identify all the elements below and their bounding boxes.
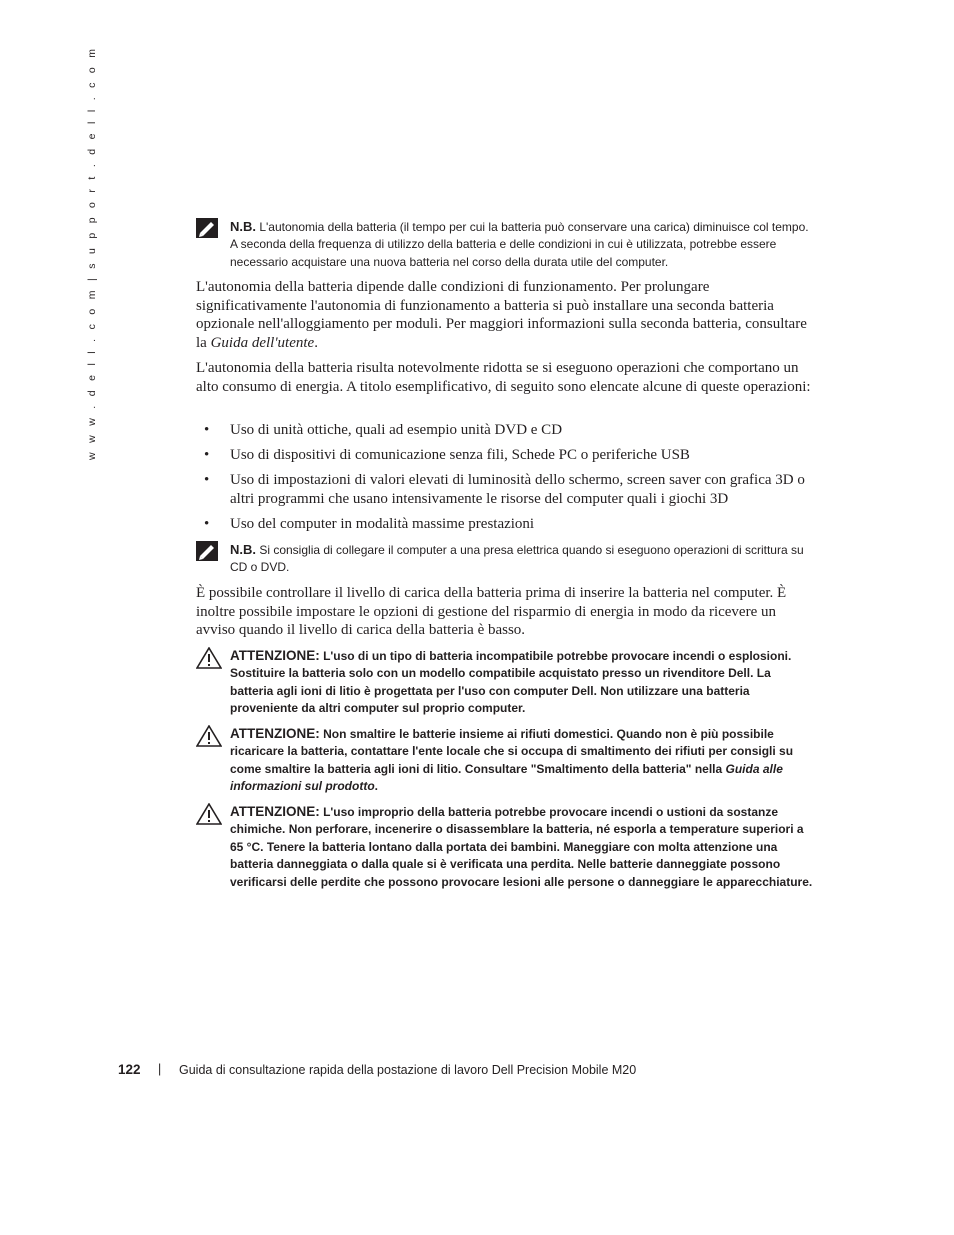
note-pencil-icon bbox=[196, 541, 218, 566]
warning-text: L'uso di un tipo di batteria incompatibile potrebbe provocare incendi o esplosioni. Sostituire la batteria solo con un modello compatibile acquistato presso un rivenditore Dell. La batteria agli ioni di litio è progettata per l'uso con computer Dell. Non utilizzare una batteria proveniente da altri computer sul proprio computer. bbox=[230, 649, 792, 716]
list-item: • Uso del computer in modalità massime prestazioni bbox=[204, 516, 535, 532]
warning-triangle-icon bbox=[196, 803, 222, 830]
note-text: Si consiglia di collegare il computer a una presa elettrica quando si eseguono operazioni di scrittura su CD o DVD. bbox=[230, 543, 804, 575]
warning-triangle-icon bbox=[196, 725, 222, 752]
note-label: N.B. bbox=[230, 542, 256, 557]
warning-block bbox=[196, 803, 816, 891]
warning-block bbox=[196, 647, 816, 718]
page-footer bbox=[118, 1062, 637, 1077]
warning-label: ATTENZIONE: bbox=[230, 648, 320, 663]
footer-title: Guida di consultazione rapida della postazione di lavoro Dell Precision Mobile M20 bbox=[179, 1063, 637, 1077]
note-text: L'autonomia della batteria (il tempo per cui la batteria può conservare una carica) diminuisce col tempo. A seconda della frequenza di utilizzo della batteria e delle condizioni in cui è utilizzata, potrebbe essere necessario acquistare una nuova batteria nel corso della durata utile del computer. bbox=[230, 220, 809, 269]
note-block bbox=[196, 218, 816, 271]
warning-label: ATTENZIONE: bbox=[230, 726, 320, 741]
warning-label: ATTENZIONE: bbox=[230, 804, 320, 819]
note-pencil-icon bbox=[196, 218, 218, 243]
note-block bbox=[196, 541, 816, 577]
note-label: N.B. bbox=[230, 219, 256, 234]
paragraph: L'autonomia della batteria risulta notevolmente ridotta se si eseguono operazioni che comportano un alto consumo di energia. A titolo esemplificativo, di seguito sono elencate alcune di queste operazioni: bbox=[196, 360, 811, 395]
page-number: 122 bbox=[118, 1062, 141, 1077]
paragraph: L'autonomia della batteria dipende dalle condizioni di funzionamento. Per prolungare significativamente l'autonomia di funzionamento a batteria si può installare una seconda batteria opzionale nell'alloggiamento per moduli. Per maggiori informazioni sulla seconda batteria, consultare la Guida dell'utente. bbox=[196, 279, 807, 351]
warning-block: ATTENZIONE: Non smaltire le batterie insieme ai rifiuti domestici. Quando non è più possibile ricaricare la batteria, contattare l'ente locale che si occupa di smaltimento dei rifiuti per consigli su come smaltire la batteria agli ioni di litio. Consultare "Smaltimento della batteria" nella Guida alle informazioni sul prodotto. bbox=[196, 725, 816, 796]
italic-ref: Guida alle informazioni sul prodotto bbox=[230, 761, 783, 794]
footer-separator: | bbox=[158, 1062, 162, 1076]
warning-text: L'uso improprio della batteria potrebbe provocare incendi o ustioni da sostanze chimiche. Non perforare, incenerire o disassemblare la batteria, né esporla a temperature superiori a 65 °C. Tenere la batteria lontano dalla portata dei bambini. Maneggiare con molta attenzione una batteria danneggiata o dalla quale si è verificata una perdita. Nelle batterie danneggiate possono verificarsi delle perdite che possono provocare lesioni alle persone o danneggiare le apparecchiature. bbox=[230, 805, 813, 889]
list-item: • Uso di unità ottiche, quali ad esempio unità DVD e CD bbox=[204, 422, 563, 438]
list-item: • Uso di dispositivi di comunicazione senza fili, Schede PC o periferiche USB bbox=[204, 447, 690, 463]
side-url: w w w . d e l l . c o m | s u p p o r t . d e l l . c o m bbox=[86, 45, 98, 460]
warning-triangle-icon bbox=[196, 647, 222, 674]
paragraph: È possibile controllare il livello di carica della batteria prima di inserire la batteria nel computer. È inoltre possibile impostare le opzioni di gestione del risparmio di energia in modo da ricevere un avviso quando il livello di carica della batteria è basso. bbox=[196, 585, 787, 639]
warning-text: Non smaltire le batterie insieme ai rifiuti domestici. Quando non è più possibile ricaricare la batteria, contattare l'ente locale che si occupa di smaltimento dei rifiuti per consigli su come smaltire la batteria agli ioni di litio. Consultare "Smaltimento della batteria" nella bbox=[230, 727, 794, 776]
list-item: • Uso di impostazioni di valori elevati di luminosità dello schermo, screen saver con grafica 3D o altri programmi che usano intensivamente le risorse del computer quali i giochi 3D bbox=[204, 472, 805, 507]
italic-ref: Guida dell'utente bbox=[210, 334, 315, 351]
